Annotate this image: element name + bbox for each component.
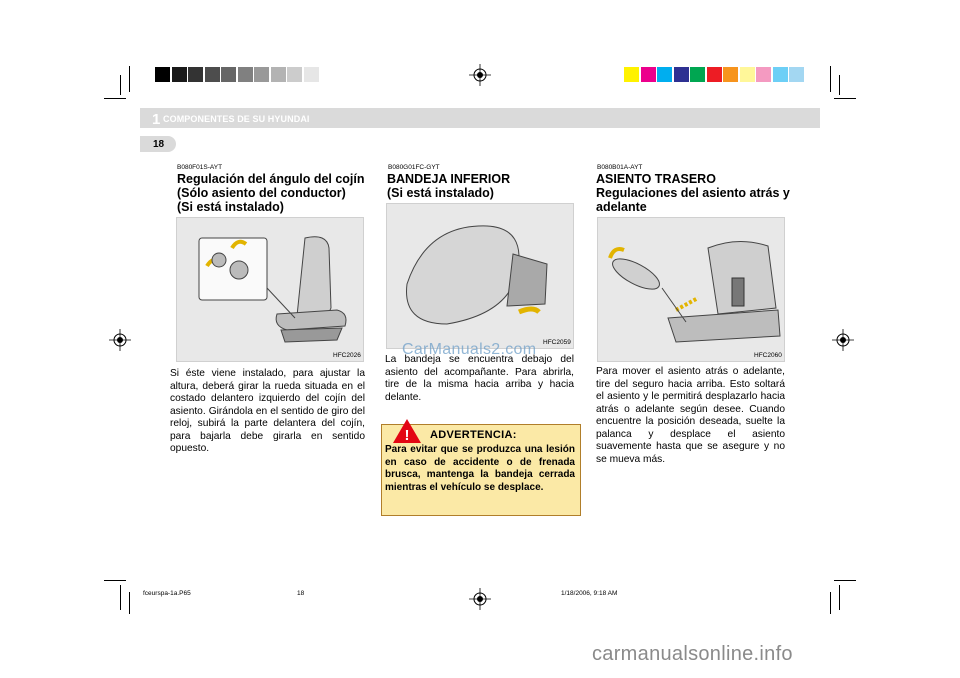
- section-code: B080F01S-AYT: [177, 164, 223, 171]
- watermark-top: CarManuals2.com: [402, 341, 537, 358]
- color-swatch: [624, 67, 639, 82]
- chapter-title: COMPONENTES DE SU HYUNDAI: [163, 114, 310, 124]
- footer-timestamp: 1/18/2006, 9:18 AM: [561, 590, 618, 597]
- registration-mark-icon: [109, 329, 131, 351]
- under-seat-tray-figure: [386, 203, 574, 349]
- color-swatch: [238, 67, 253, 82]
- color-swatch: [641, 67, 656, 82]
- color-swatch: [271, 67, 286, 82]
- chapter-number: 1: [152, 111, 161, 128]
- color-swatch: [690, 67, 705, 82]
- color-swatch: [221, 67, 236, 82]
- rear-seat-illustration-icon: [598, 218, 784, 361]
- section-code: B080G01FC-GYT: [388, 164, 440, 171]
- registration-mark-icon: [469, 64, 491, 86]
- section-body: Si éste viene instalado, para ajustar la altura, deberá girar la rueda situada en el costado delantero izquierdo del cojín del asiento. Girándola en el sentido de giro del reloj, subirá la parte delantera del cojín, para bajarla debe girarla en sentido opuesto.: [170, 368, 365, 454]
- svg-text:!: !: [404, 427, 410, 444]
- section-code: B080B01A-AYT: [597, 164, 643, 171]
- under-seat-tray-illustration-icon: [387, 204, 573, 348]
- warning-title: ADVERTENCIA:: [430, 429, 517, 441]
- color-swatch: [287, 67, 302, 82]
- color-swatch: [304, 67, 319, 82]
- figure-label: HFC2026: [333, 352, 361, 359]
- footer-file: fceurspa-1a.P65: [143, 590, 191, 597]
- color-swatch: [172, 67, 187, 82]
- color-swatch: [789, 67, 804, 82]
- seat-cushion-illustration-icon: [177, 218, 363, 361]
- registration-mark-icon: [469, 588, 491, 610]
- registration-mark-icon: [832, 329, 854, 351]
- page-number: 18: [153, 139, 165, 150]
- color-swatch: [254, 67, 269, 82]
- color-swatch: [674, 67, 689, 82]
- rear-seat-figure: [597, 217, 785, 362]
- color-swatch: [188, 67, 203, 82]
- warning-triangle-icon: [392, 418, 422, 444]
- seat-cushion-figure: [176, 217, 364, 362]
- color-swatch: [773, 67, 788, 82]
- color-swatch: [723, 67, 738, 82]
- section-heading: Regulación del ángulo del cojín (Sólo asiento del conductor) (Si está instalado): [177, 172, 365, 214]
- section-body: La bandeja se encuentra debajo del asiento del acompañante. Para abrirla, tire de la misma hacia arriba y hacia delante.: [385, 354, 574, 403]
- section-body: Para mover el asiento atrás o adelante, tire del seguro hacia arriba. Esto soltará el asiento y le permitirá desplazarlo hacia atrás o adelante según desee. Cuando encuentre la posición deseada, suelte la palanca y desplace el asiento suavemente hasta que se asegure y no se mueva más.: [596, 366, 785, 465]
- color-swatch: [740, 67, 755, 82]
- figure-label: HFC2059: [543, 339, 571, 346]
- color-swatch: [205, 67, 220, 82]
- section-heading: BANDEJA INFERIOR (Si está instalado): [387, 172, 511, 200]
- section-heading: ASIENTO TRASERO Regulaciones del asiento atrás y adelante: [596, 172, 790, 214]
- color-swatch: [707, 67, 722, 82]
- warning-body: Para evitar que se produzca una lesión en caso de accidente o de frenada brusca, mantenga la bandeja cerrada mientras el vehículo se desplace.: [385, 444, 575, 493]
- color-swatch: [155, 67, 170, 82]
- watermark-bottom: carmanualsonline.info: [592, 643, 793, 665]
- color-swatch: [756, 67, 771, 82]
- color-swatch: [657, 67, 672, 82]
- figure-label: HFC2060: [754, 352, 782, 359]
- footer-page: 18: [297, 590, 305, 597]
